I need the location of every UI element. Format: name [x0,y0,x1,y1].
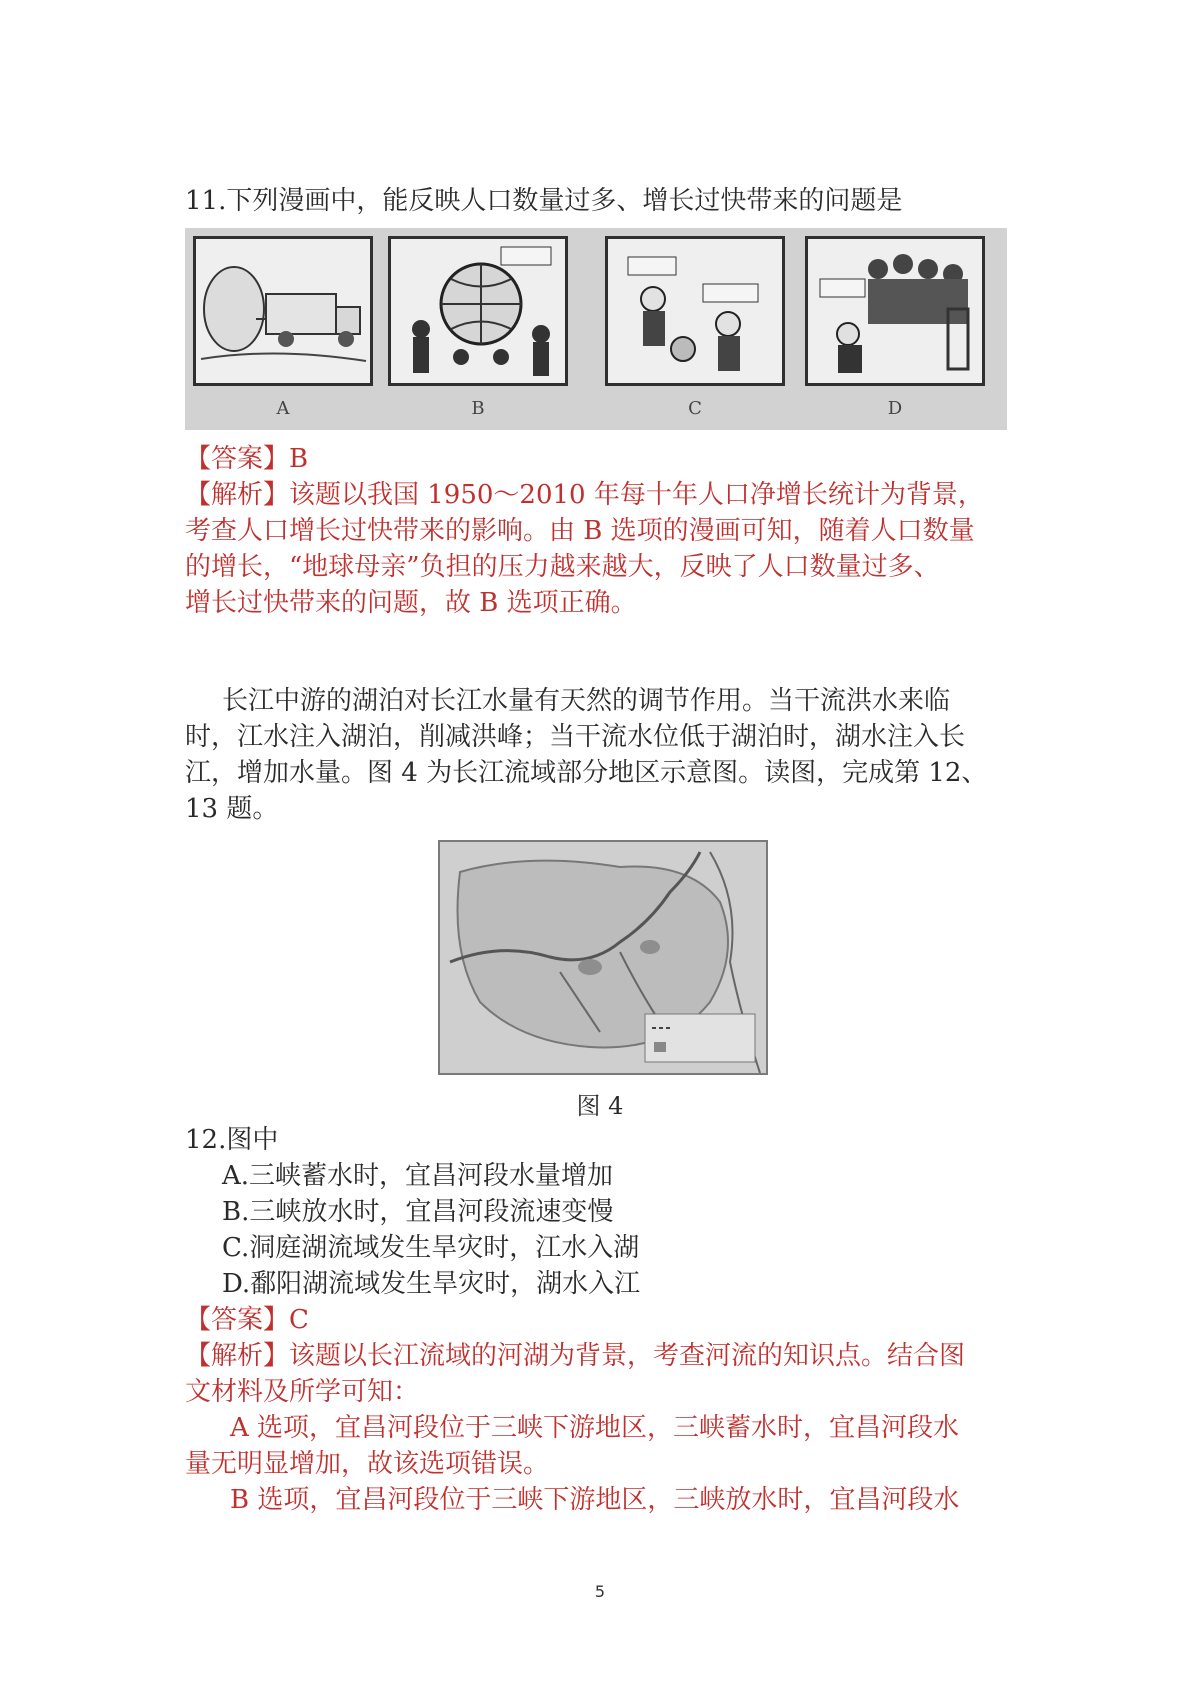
question-12-option-d: D.鄱阳湖流域发生旱灾时，湖水入江 [222,1269,641,1299]
passage-line: 江，增加水量。图 4 为长江流域部分地区示意图。读图，完成第 12、 [185,758,988,788]
question-12-analysis-line: B 选项，宜昌河段位于三峡下游地区，三峡放水时，宜昌河段水 [230,1485,960,1515]
question-12-option-c: C.洞庭湖流域发生旱灾时，江水入湖 [222,1233,640,1263]
question-12-option-b: B.三峡放水时，宜昌河段流速变慢 [222,1197,614,1227]
panel-label-c: C [688,398,702,419]
panel-label-d: D [887,398,903,419]
passage-line: 13 题。 [185,794,279,824]
cartoon-panel-d [805,236,985,386]
passage-line: 长江中游的湖泊对长江水量有天然的调节作用。当干流洪水来临 [222,686,951,716]
panel-label-a: A [276,398,290,419]
cartoon-panel-b [388,236,568,386]
question-11-answer: 【答案】B [185,444,309,474]
question-11-analysis-line: 考查人口增长过快带来的影响。由 B 选项的漫画可知，随着人口数量 [185,516,975,546]
question-11-stem: 11.下列漫画中，能反映人口数量过多、增长过快带来的问题是 [185,186,903,216]
cartoon-panel-c [605,236,785,386]
question-12-analysis-line: A 选项，宜昌河段位于三峡下游地区，三峡蓄水时，宜昌河段水 [230,1413,960,1443]
figure-caption: 图 4 [576,1092,624,1120]
question-12-analysis-line: 【解析】该题以长江流域的河湖为背景，考查河流的知识点。结合图 [185,1341,966,1371]
page-number: 5 [594,1582,606,1601]
question-11-analysis-line: 的增长，“地球母亲”负担的压力越来越大，反映了人口数量过多、 [185,552,940,582]
question-12-answer: 【答案】C [185,1305,309,1335]
cartoon-strip [185,228,1007,430]
officials-cartoon-illustration [608,239,782,383]
question-12-analysis-line: 文材料及所学可知： [185,1377,420,1407]
question-11-analysis-line: 【解析】该题以我国 1950～2010 年每十年人口净增长统计为背景， [185,480,984,510]
question-11-analysis-line: 增长过快带来的问题，故 B 选项正确。 [185,588,637,618]
panel-label-b: B [471,398,485,419]
yangtze-basin-map [438,840,768,1075]
question-12-analysis-line: 量无明显增加，故该选项错误。 [185,1449,550,1479]
question-12-stem: 12.图中 [185,1125,279,1155]
passage-line: 时，江水注入湖泊，削减洪峰；当干流水位低于湖泊时，湖水注入长 [185,722,966,752]
cartoon-panel-a [193,236,373,386]
crowd-cartoon-illustration [808,239,982,383]
question-12-option-a: A.三峡蓄水时，宜昌河段水量增加 [222,1161,614,1191]
earth-mother-cartoon-illustration [391,239,565,383]
map-illustration [440,842,766,1073]
truck-cartoon-illustration [196,239,370,383]
